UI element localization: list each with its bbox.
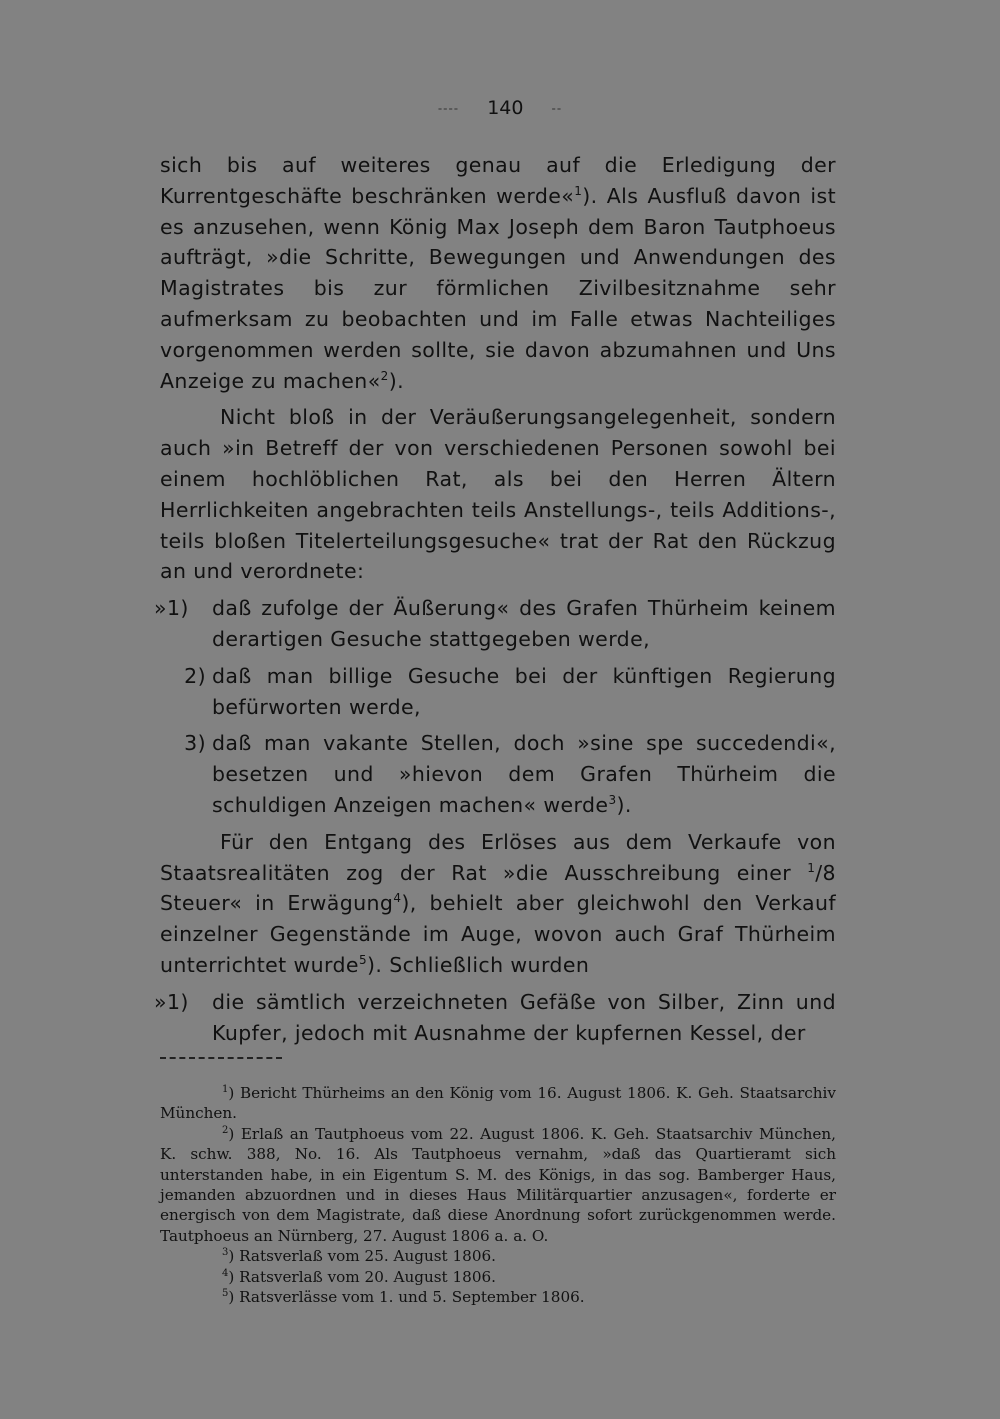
list-marker: 3) bbox=[184, 731, 206, 756]
footnote-4 bbox=[160, 1267, 836, 1287]
paragraph-1-text-c: ). bbox=[388, 368, 405, 393]
footnote-number: 1 bbox=[222, 1083, 229, 1095]
list-item-text: daß man billige Gesuche bei der künftigen Regierung befürworten werde, bbox=[212, 663, 836, 719]
footnote-1 bbox=[160, 1083, 836, 1124]
footnote-ref-5: 5 bbox=[358, 953, 367, 968]
list-item bbox=[160, 728, 836, 820]
footnote-ref-1: 1 bbox=[574, 183, 583, 198]
list-item-text: daß zufolge der Äußerung« des Grafen Thürheim keinem derartigen Gesuche stattgegeben werde, bbox=[212, 596, 836, 651]
paragraph-3-text-a: Für den Entgang des Erlöses aus dem Verkaufe von Staatsrealitäten zog der Rat »die Ausschreibung einer bbox=[160, 829, 836, 885]
paragraph-3-text-c: ), behielt aber gleichwohl den Verkauf einzelner Gegenstände im Auge, wovon auch Graf Thürheim unterrichtet wurde bbox=[160, 891, 836, 977]
paragraph-1-text: sich bis auf weiteres genau auf die Erledigung der Kurrentgeschäfte beschränken werde« bbox=[160, 153, 836, 208]
footnote-number: 2 bbox=[222, 1124, 229, 1136]
footnote-text: ) Bericht Thürheims an den König vom 16. August 1806. K. Geh. Staatsarchiv München. bbox=[160, 1084, 836, 1123]
footnote-text: ) Ratsverlaß vom 25. August 1806. bbox=[228, 1247, 496, 1266]
footnote-text: ) Ratsverlaß vom 20. August 1806. bbox=[228, 1267, 496, 1286]
footnote-5 bbox=[160, 1287, 836, 1307]
fraction-numerator: 1 bbox=[807, 860, 816, 875]
page-number: 140 bbox=[487, 97, 524, 119]
fraction-denominator: /8 bbox=[815, 860, 836, 885]
footnote-number: 3 bbox=[222, 1247, 229, 1259]
list-item bbox=[154, 593, 836, 655]
list-item-text: daß man vakante Stellen, doch »sine spe succedendi«, besetzen und »hievon dem Grafen Thürheim die schuldigen Anzeigen machen« werde bbox=[212, 731, 836, 817]
footnote-text: ) Erlaß an Tautphoeus vom 22. August 1806. K. Geh. Staatsarchiv München, K. schw. 388, No. 16. Als Tautphoeus vernahm, »daß das Quartieramt sich unterstanden habe, in ein Eigentum S. M. des Königs, in das sog. Bamberger Haus, jemanden abzuordnen und in dieses Haus Militärquartier anzusagen«, forderte er energisch von dem Magistrate, daß diese Anordnung sofort zurückgenommen werde. Tautphoeus an Nürnberg, 27. August 1806 a. a. O. bbox=[160, 1124, 836, 1245]
paragraph-3-text-d: ). Schließlich wurden bbox=[367, 952, 590, 977]
paragraph-1-text-b: ). Als Ausfluß davon ist es anzusehen, wenn König Max Joseph dem Baron Tautphoeus aufträgt, »die Schritte, Bewegungen und Anwendungen des Magistrates bis zur förmlichen Zivilbesitznahme sehr aufmerksam zu beobachten und im Falle etwas Nachteiliges vorgenommen werden sollte, sie davon abzumahnen und Uns Anzeige zu machen« bbox=[160, 183, 837, 393]
list-marker: 2) bbox=[184, 663, 206, 688]
header-dash-left: ---- bbox=[437, 101, 460, 116]
footnote-ref-3: 3 bbox=[608, 793, 617, 808]
footnote-ref-2: 2 bbox=[380, 368, 389, 383]
paragraph-2: Nicht bloß in der Veräußerungsangelegenheit, sondern auch »in Betreff der von verschiedenen Personen sowohl bei einem hochlöblichen Rat, als bei den Herren Ältern Herrlichkeiten angebrachten teils Anstellungs-, teils Additions-, teils bloßen Titelerteilungsgesuche« trat der Rat den Rückzug an und verordnete: bbox=[160, 405, 836, 584]
footnote-ref-4: 4 bbox=[393, 891, 402, 906]
footnotes bbox=[160, 1083, 836, 1307]
footnote-text: ) Ratsverlässe vom 1. und 5. September 1806. bbox=[228, 1288, 585, 1307]
list-item-text: die sämtlich verzeichneten Gefäße von Silber, Zinn und Kupfer, jedoch mit Ausnahme der kupfernen Kessel, der bbox=[212, 989, 836, 1045]
page-header bbox=[0, 97, 1000, 119]
list-item-tail: ). bbox=[616, 792, 632, 817]
footnote-2 bbox=[160, 1124, 836, 1246]
footnote-separator bbox=[160, 1057, 282, 1059]
list-item bbox=[160, 661, 836, 723]
footnote-number: 5 bbox=[222, 1288, 229, 1299]
list-marker: »1) bbox=[154, 596, 189, 621]
main-text bbox=[154, 150, 837, 1048]
paragraph-1 bbox=[160, 150, 836, 396]
header-dash-right: -- bbox=[551, 101, 563, 116]
list-item bbox=[154, 987, 836, 1049]
footnote-3 bbox=[160, 1246, 836, 1266]
paragraph-3 bbox=[160, 827, 836, 981]
paragraph-3-text-b: Steuer« in Erwägung bbox=[160, 891, 394, 916]
list-marker: »1) bbox=[154, 989, 189, 1014]
footnote-number: 4 bbox=[222, 1267, 229, 1279]
